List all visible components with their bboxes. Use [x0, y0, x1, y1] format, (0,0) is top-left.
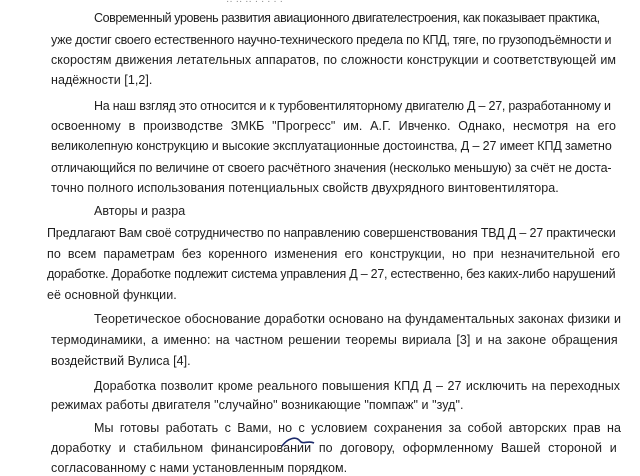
- paragraph-2-line-4: отличающийся по величине от своего расчётного значения (несколько меньшую) за счёт не доста-: [51, 161, 612, 175]
- paragraph-5-line-3: воздействий Вулиса [4].: [51, 354, 191, 368]
- paragraph-5-line-1: Теоретическое обоснование доработки основано на фундаментальных законах физики и: [94, 312, 621, 326]
- paragraph-2-line-2: освоенному в производстве ЗМКБ "Прогресс" им. А.Г. Ивченко. Однако, несмотря на его: [51, 119, 616, 133]
- paragraph-1-line-3: скоростям движения летательных аппаратов, по сложности конструкции и соответствующей им: [51, 53, 616, 67]
- paragraph-3-line-1: Авторы и разра: [94, 204, 186, 218]
- paragraph-4-line-2: по всем параметрам без коренного изменения его конструкции, но при незначительной его: [47, 247, 620, 261]
- paragraph-7-line-3: согласованному с нами установленным порядком.: [51, 461, 348, 475]
- paragraph-4-line-4: её основной функции.: [47, 288, 177, 302]
- paragraph-7-line-1: Мы готовы работать с Вами, но с условием сохранения за собой авторских прав на: [94, 421, 621, 435]
- paragraph-6-line-2: режимах работы двигателя "случайно" возникающие "помпаж" и "зуд".: [51, 398, 464, 412]
- paragraph-1-line-2: уже достиг своего естественного научно-технического предела по КПД, тяге, по грузоподъёмности и: [51, 33, 612, 47]
- paragraph-1-line-4: надёжности [1,2].: [51, 73, 153, 87]
- paragraph-4-line-3: доработке. Доработке подлежит система управления Д – 27, естественно, без каких-либо нарушений: [47, 267, 616, 281]
- paragraph-5-line-2: термодинамики, а именно: на частном решении теоремы вириала [3] и на законе обращения: [51, 333, 618, 347]
- paragraph-7-line-2: доработку и стабильном финансировании по договору, оформленному Вашей стороной и: [51, 441, 617, 455]
- paragraph-6-line-1: Доработка позволит кроме реального повышения КПД Д – 27 исключить на переходных: [94, 379, 621, 393]
- paragraph-2-line-5: точно полного использования потенциальных свойств двухрядного винтовентилятора.: [51, 181, 559, 195]
- signature-stroke: [278, 434, 318, 447]
- paragraph-2-line-3: великолепную конструкцию и высокие эксплуатационные достоинства, Д – 27 имеет КПД заметно: [51, 139, 612, 153]
- paragraph-4-line-1: Предлагают Вам своё сотрудничество по направлению совершенствования ТВД Д – 27 практически: [47, 226, 616, 240]
- paragraph-1-line-1: Современный уровень развития авиационного двигателестроения, как показывает практика,: [94, 11, 600, 25]
- paragraph-2-line-1: На наш взгляд это относится и к турбовентиляторному двигателю Д – 27, разработанному и: [94, 99, 611, 113]
- cut-off-top-line: ·· ·· ·· · · · · ·: [226, 0, 283, 7]
